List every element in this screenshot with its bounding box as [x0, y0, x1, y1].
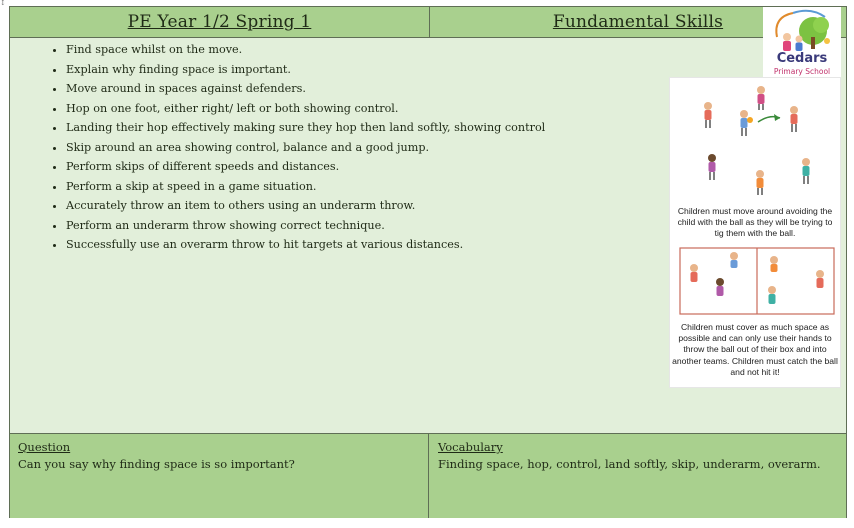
unit-title: PE Year 1/2 Spring 1 [127, 12, 312, 32]
activity-illustrations [669, 77, 841, 388]
tig-game-caption: Children must move around avoiding the child with the ball as they will be trying to tig them with the ball. [677, 206, 833, 239]
skill-item: • Landing their hop effectively making sure they hop then land softly, showing control [66, 118, 545, 138]
skill-item: • Hop on one foot, either right/ left or both showing control. [66, 99, 545, 119]
school-name: Cedars [776, 51, 828, 66]
header-left-cell [10, 7, 430, 37]
question-text: Can you say why finding space is so important? [18, 457, 295, 471]
boxes-game-caption: Children must cover as much space as possible and can only use their hands to throw the ball out of their box and into another teams. Children must catch the ball and not hit it! [672, 322, 838, 377]
skill-item: • Move around in spaces against defenders. [66, 79, 545, 99]
skill-item: • Successfully use an overarm throw to hit targets at various distances. [66, 235, 545, 255]
skills-list [40, 40, 545, 255]
cedars-tree-icon [763, 7, 841, 53]
vocabulary-text: Finding space, hop, control, land softly, skip, underarm, overarm. [438, 457, 821, 471]
knowledge-organiser [9, 6, 847, 518]
boxes-game-illustration [670, 246, 840, 318]
skill-item: • Explain why finding space is important. [66, 60, 545, 80]
tig-game-illustration [670, 78, 840, 203]
topic-title: Fundamental Skills [552, 12, 724, 32]
question-heading: Question [18, 440, 71, 454]
skill-item: • Perform skips of different speeds and distances. [66, 157, 545, 177]
skill-item: • Skip around an area showing control, balance and a good jump. [66, 138, 545, 158]
header-row [10, 7, 846, 38]
bottom-row [10, 433, 846, 518]
skill-item: • Accurately throw an item to others using an underarm throw. [66, 196, 545, 216]
skill-item: • Find space whilst on the move. [66, 40, 545, 60]
corner-marker: ↕ [0, 0, 6, 7]
skill-item: • Perform a skip at speed in a game situation. [66, 177, 545, 197]
school-logo [763, 7, 841, 77]
skill-item: • Perform an underarm throw showing correct technique. [66, 216, 545, 236]
school-subtitle: Primary School [773, 67, 831, 76]
vocabulary-cell [430, 434, 846, 518]
question-cell [10, 434, 429, 518]
vocabulary-heading: Vocabulary [438, 440, 503, 454]
